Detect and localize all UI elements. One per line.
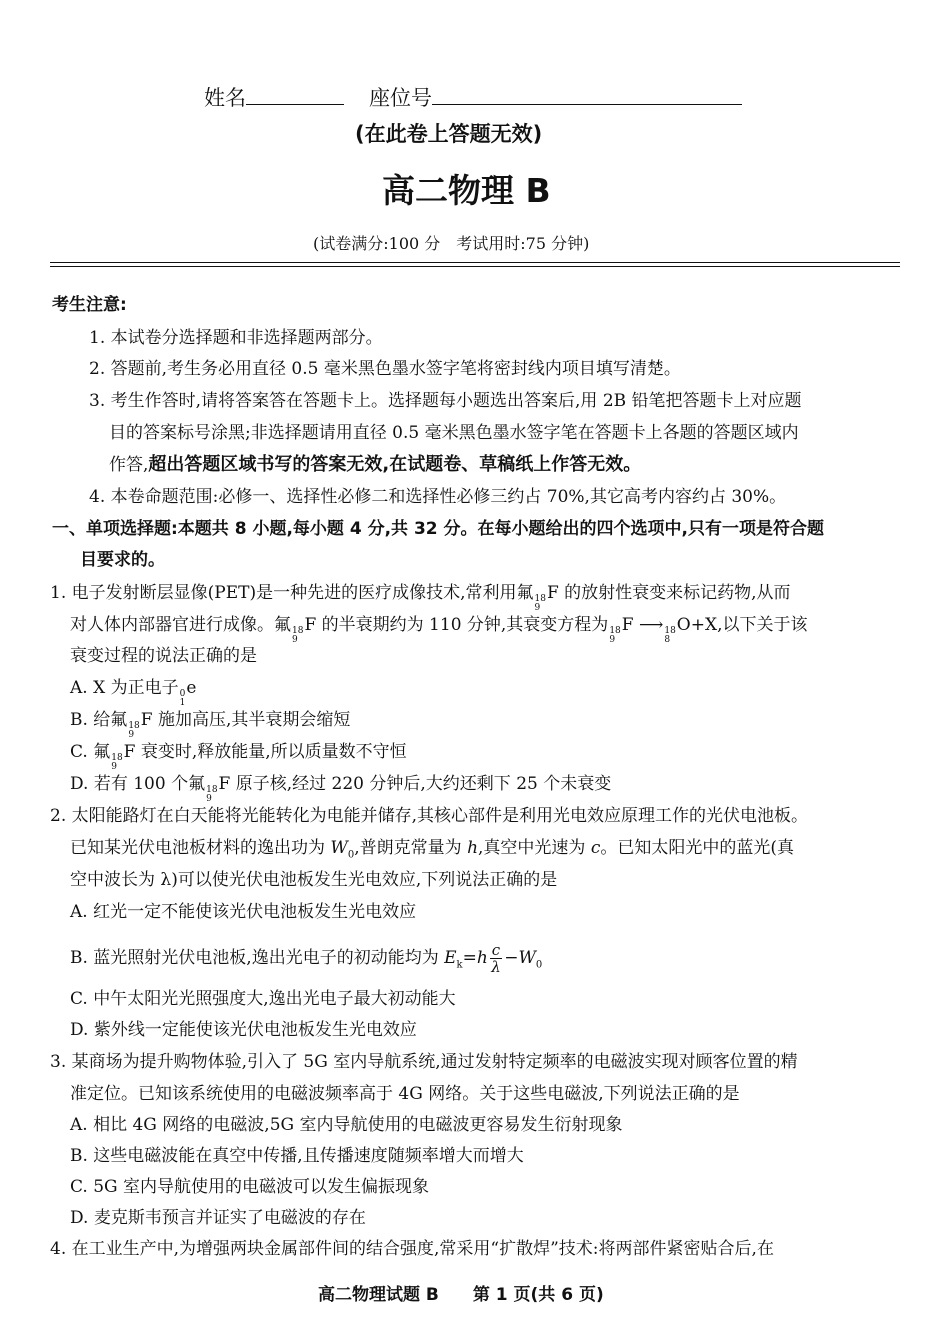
notice-item-3-prefix: 作答, xyxy=(109,455,149,475)
exam-info: (试卷满分:100 分 考试用时:75 分钟) xyxy=(313,234,590,253)
question-3-option-d[interactable]: D. 麦克斯韦预言并证实了电磁波的存在 xyxy=(70,1208,366,1228)
question-3-option-c[interactable]: C. 5G 室内导航使用的电磁波可以发生偏振现象 xyxy=(70,1177,430,1197)
question-1-line-3: 衰变过程的说法正确的是 xyxy=(70,646,257,666)
question-3-line-1: 3. 某商场为提升购物体验,引入了 5G 室内导航系统,通过发射特定频率的电磁波实现对顾客位置的精 xyxy=(50,1052,798,1072)
section-1-heading: 一、单项选择题:本题共 8 小题,每小题 4 分,共 32 分。在每小题给出的四个选项中,只有一项是符合题 xyxy=(52,519,824,539)
question-2-option-c[interactable]: C. 中午太阳光光照强度大,逸出光电子最大初动能大 xyxy=(70,989,456,1009)
question-2-option-a[interactable]: A. 红光一定不能使该光伏电池板发生光电效应 xyxy=(70,902,417,922)
notice-item-3-line-1: 3. 考生作答时,请将答案答在答题卡上。选择题每小题选出答案后,用 2B 铅笔把答题卡上对应题 xyxy=(89,391,802,411)
question-1-option-d[interactable]: D. 若有 100 个氟 18 9 F 原子核,经过 220 分钟后,大约还剩下 25 个未衰变 xyxy=(70,774,612,804)
decay-arrow: F ⟶ xyxy=(621,615,664,635)
seat-field[interactable] xyxy=(369,82,742,112)
section-1-heading-cont: 目要求的。 xyxy=(80,550,165,570)
invalid-note: (在此卷上答题无效) xyxy=(355,122,543,146)
question-2-option-b[interactable]: B. 蓝光照射光伏电池板,逸出光电子的初动能均为 $E_k=h$ $\frac{c}{\lambda}$ $-W_0$ xyxy=(70,941,543,976)
question-1-option-a[interactable]: A. X 为正电子 0 1 e xyxy=(70,678,197,708)
question-2-line-1: 2. 太阳能路灯在白天能将光能转化为电能并储存,其核心部件是利用光电效应原理工作的光伏电池板。 xyxy=(50,806,809,826)
notice-item-2: 2. 答题前,考生务必用直径 0.5 毫米黑色墨水签字笔将密封线内项目填写清楚。 xyxy=(89,359,681,379)
question-1-line-2: 对人体内部器官进行成像。氟 18 9 F 的半衰期约为 110 分钟,其衰变方程为 18 9 F ⟶ 18 8 O+X,以下关于该 xyxy=(70,615,808,645)
question-3-line-2: 准定位。已知该系统使用的电磁波频率高于 4G 网络。关于这些电磁波,下列说法正确的是 xyxy=(70,1084,740,1104)
notice-item-3-line-3 xyxy=(109,454,641,476)
question-2-line-2: 已知某光伏电池板材料的逸出功为 $W_0$,普朗克常量为 h,真空中光速为 c。已知太阳光中的蓝光(真 xyxy=(70,838,795,861)
name-label: 姓名 xyxy=(204,86,246,110)
energy-fraction: $\frac{c}{\lambda}$ xyxy=(491,941,501,976)
page-title: 高二物理 B xyxy=(382,171,551,210)
double-rule xyxy=(50,262,900,267)
question-3-option-a[interactable]: A. 相比 4G 网络的电磁波,5G 室内导航使用的电磁波更容易发生衍射现象 xyxy=(70,1115,623,1135)
notice-warning: 超出答题区域书写的答案无效,在试题卷、草稿纸上作答无效。 xyxy=(148,454,642,475)
seat-label: 座位号 xyxy=(369,86,432,110)
page-footer: 高二物理试题 B 第 1 页(共 6 页) xyxy=(318,1285,604,1305)
question-3-option-b[interactable]: B. 这些电磁波能在真空中传播,且传播速度随频率增大而增大 xyxy=(70,1146,524,1166)
notice-heading: 考生注意: xyxy=(52,295,127,315)
notice-item-3-line-2: 目的答案标号涂黑;非选择题请用直径 0.5 毫米黑色墨水签字笔在答题卡上各题的答题区域内 xyxy=(109,423,799,443)
question-1-option-c[interactable]: C. 氟 18 9 F 衰变时,释放能量,所以质量数不守恒 xyxy=(70,742,407,772)
question-2-line-3: 空中波长为 λ)可以使光伏电池板发生光电效应,下列说法正确的是 xyxy=(70,870,558,890)
question-4-line-1: 4. 在工业生产中,为增强两块金属部件间的结合强度,常采用“扩散焊”技术:将两部件紧密贴合后,在 xyxy=(50,1239,774,1259)
notice-item-4: 4. 本卷命题范围:必修一、选择性必修二和选择性必修三约占 70%,其它高考内容约占 30%。 xyxy=(89,487,787,507)
f18-nuclide: 18 9 xyxy=(534,594,546,613)
o18-nuclide: 18 8 xyxy=(664,626,676,645)
seat-blank[interactable] xyxy=(432,86,742,105)
question-2-option-d[interactable]: D. 紫外线一定能使该光伏电池板发生光电效应 xyxy=(70,1020,417,1040)
name-blank[interactable] xyxy=(246,86,344,105)
notice-item-1: 1. 本试卷分选择题和非选择题两部分。 xyxy=(89,328,383,348)
question-1-line-1: 1. 电子发射断层显像(PET)是一种先进的医疗成像技术,常利用氟 18 9 F 的放射性衰变来标记药物,从而 xyxy=(50,583,791,613)
question-1-option-b[interactable]: B. 给氟 18 9 F 施加高压,其半衰期会缩短 xyxy=(70,710,351,740)
name-field[interactable] xyxy=(204,82,344,112)
